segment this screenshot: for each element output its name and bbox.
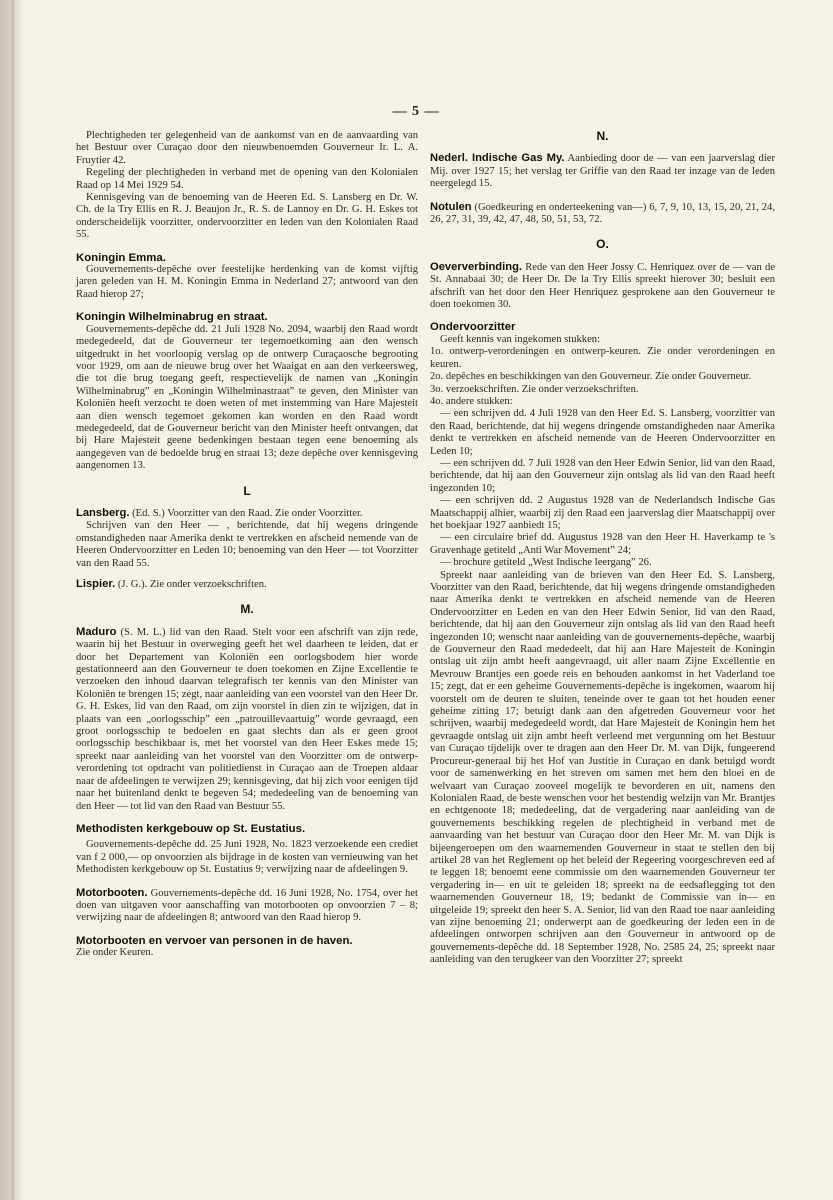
- entry-line: 4o. andere stukken:: [430, 395, 513, 407]
- entry-oeververbinding: [430, 261, 775, 312]
- entry-line: — een schrijven dd. 4 Juli 1928 van den Heer Ed. S. Lansberg, voorzitter van den Raad, berichtende, dat hij wegens dringende omstandigheden naar Amerika denkt te vertrekken en afscheid nemende van de Heeren Ondervoorzitter en Leden 10;: [430, 408, 775, 457]
- entry-line: — een schrijven dd. 7 Juli 1928 van den Heer Edwin Senior, lid van den Raad, berichtende, dat hij aan den Gouverneur zijn ontslag als lid van den Raad heeft ingezonden 10;: [430, 457, 775, 494]
- index-letter-n: N.: [596, 129, 609, 143]
- entry-text: Gouvernements-depêche dd. 21 Juli 1928 No. 2094, waarbij den Raad wordt medegedeeld, dat de Gouverneur ter tegemoetkoming aan den wensch uitgedrukt in het voorloopig verslag op de ontwerp Curaçaosche begrooting voor 1929, om aan de nieuwe brug over het Waaigat en aan den verkeersweg, die tot die brug toegang geeft, respectievelijk de namen van „Koningin Wilhelminabrug” en „Koningin Wilhelminastraat” te geven, den Minister van Koloniën heeft verzocht te doen weten of met instemming van Hare Majesteit aan dien wensch tegemoet gekomen kan worden en den Raad wordt medegedeeld, dat de Gouverneur bericht van den Minister heeft ontvangen, dat bij Hare Majesteit geene bedenkingen bestaan tegen eene benoeming als aangegeven van de bedoelde brug en straat 13; deze depêche over kennisgeving aangenomen 13.: [76, 323, 418, 472]
- entry-lansberg: [76, 507, 418, 570]
- entry-ondervoorzitter: [430, 321, 775, 966]
- entry-maduro: [76, 626, 418, 813]
- entry-text: (S. M. L.) lid van den Raad. Stelt voor een afschrift van zijn rede, waarin hij het Bestuur in overweging geeft het wel daarheen te leiden, dat er door het Departement van Koloniën een oorlogsbodem hier worde gestationneerd aan den Gouverneur te doen toekomen en Zijne Excellentie te verzoeken den inhoud daarvan telegrafisch ter kennis van den Minister van Koloniën te brengen 15; zegt, naar aanleiding van een voorstel van den Heer Dr. G. H. Eskes, lid van den Raad, om zijn voorstel in dien zin te wijzigen, dat in plaats van een „oorlogsschip” een „patrouillevaartuig” worde gevraagd, een groot oorlogsschip te bedoelen en gaat slechts dan als er geen groot oorlogsschip beschikbaar is, met het voorstel van den Heer Eskes mede 15; spreekt naar aanleiding van het voorstel van den Voorzitter om de ontwerp-verordening tot opdracht van politiedienst in Curaçao aan de Troepen aldaar naar de afdeelingen te verwijzen 29; kennisgeving, dat hij zich voor eenigen tijd naar het buitenland denkt te begeven 54; mededeeling van de benoeming van den Heer — tot lid van den Raad van Bestuur 55.: [76, 626, 418, 812]
- entry-motorbooten: [76, 887, 418, 925]
- entry-text: Rede van den Heer Jossy C. Henriquez over de — van de St. Annabaai 30; de Heer Dr. De la Try Ellis spreekt hierover 30; besluit een afschrift van het door den Heer Henriquez gesprokene aan den Gouverneur te doen toekomen 30.: [430, 261, 775, 311]
- paragraph: Regeling der plechtigheden in verband met de opening van den Kolonialen Raad op 14 Mei 1929 54.: [76, 167, 418, 191]
- entry-line: — brochure getiteld „West Indische leergang” 26.: [440, 557, 652, 569]
- entry-line: 2o. depêches en beschikkingen van den Gouverneur. Zie onder Gouverneur.: [430, 371, 752, 383]
- paragraph: Kennisgeving van de benoeming van de Heeren Ed. S. Lansberg en Dr. W. Ch. de la Try Ellis en R. J. Beaujon Jr., R. S. de Lannoy en Dr. G. H. Eskes tot onderscheidelijk voorzitter, ondervoorzitter en leden van den Kolonialen Raad 55.: [76, 192, 418, 241]
- index-letter-o: O.: [596, 237, 609, 252]
- entry-text: Aanbieding door de — van een jaarverslag dier Mij. over 1927 15; het verslag ter Griffie van den Raad ter inzage van de leden neergelegd 15.: [430, 153, 775, 190]
- entry-text: Gouvernements-depêche over feestelijke herdenking van de komst vijftig jaren geleden van H. M. Koningin Emma in Nederland 27; antwoord van den Raad hierop 27;: [76, 264, 418, 300]
- index-letter-m: M.: [240, 602, 254, 617]
- entry-lispier: [76, 578, 418, 591]
- entry-text: (Goedkeuring en onderteekening van—) 6, 7, 9, 10, 13, 15, 20, 21, 24, 26, 27, 31, 39, 42, 47, 48, 50, 51, 53, 72.: [430, 201, 775, 226]
- entry-notulen: [430, 201, 775, 227]
- entry-keyword: Oeververbinding.: [430, 260, 523, 273]
- paragraph: Plechtigheden ter gelegenheid van de aankomst van en de aanvaarding van het Bestuur over Curaçao door den nieuwbenoemden Gouverneur Ir. L. A. Fruytier 42.: [76, 130, 418, 166]
- entry-wilhelminabrug: [76, 311, 418, 472]
- index-letter-l: L: [243, 483, 251, 498]
- page-number: — 5 —: [392, 104, 440, 119]
- entry-line: Geeft kennis van ingekomen stukken:: [440, 333, 601, 345]
- entry-heading: Ondervoorzitter: [430, 321, 516, 334]
- entry-text: Gouvernements-depêche dd. 25 Juni 1928, No. 1823 verzoekende een crediet van f 2 000,— op onvoorzien als bijdrage in de kosten van vernieuwing van het Methodisten kerkgebouw op St. Eustatius 9; verwijzing naar de afdeelingen 9.: [76, 839, 418, 876]
- entry-motorbooten-vervoer: [76, 935, 418, 960]
- entry-heading: Motorbooten en vervoer van personen in de haven.: [76, 934, 353, 947]
- entry-nederl-indische-gas: [430, 152, 775, 190]
- entry-keyword: Motorbooten.: [76, 886, 148, 899]
- entry-keyword: Notulen: [430, 200, 472, 213]
- entry-text: Spreekt naar aanleiding van de brieven van den Heer Ed. S. Lansberg, Voorzitter van den Raad, berichtende, dat hij wegens dringende omstandigheden naar Amerika denkt te vertrekken en afscheid nemende van de Heeren Ondervoorzitter en Leden en van den Heer Edwin Senior, lid van den Raad, berichtende, dat hij aan den Gouverneur zijn ontslag als lid van den Raad heeft ingezonden 10; wenscht naar aanleiding van de gouvernements-depêche, waarbij de Gouverneur den Raad mededeelt, dat hij aan Hare Majesteit de Koningin ontslag uit zijn ambt heeft aangevraagd, uit aller naam Zijne Excellentie en Mevrouw Brantjes een goede reis en behouden aankomst in het Vaderland toe 15; zegt, dat er een geheime Gouvernements-depêche is ingekomen, waarom hij voorstelt om de deuren te sluiten, teneinde over te gaan tot het houden eener geheime zitting 17; betuigt dank aan den afgetreden Gouverneur voor het schrijven, waarbij medegedeeld wordt, dat Hare Majesteit de Koningin hem het gevraagde ontslag uit zijn ambt heeft verleend met vergunning om het Bestuur van Curaçao tijdelijk over te dragen aan den Heer Dr. M. van Dijk, fungeerend Procureur-generaal bij het Hof van Justitie in Curaçao en dank betuigd wordt voor de samenwerking en het streven om samen met hem den bloei en de welvaart van Curaçao zooveel mogelijk te bevorderen en uit, namens den Kolonialen Raad, de beste wenschen voor het bestendig welzijn van Mr. Brantjes en echtgenoote 18; mededeeling, dat de vergadering naar aanleiding van de gouvernements beschikking regelen de plechtigheid in verband met de aanvaarding van het bestuur van Curaçao door den Heer Mr. M. van Dijk is bijeengeroepen om den waarnemenden Gouverneur in staat te stellen den bij artikel 28 van het Reglement op het beleid der Regeering voorgeschreven eed af te leggen 18; benoemt eene commissie om den waarnemenden Gouverneur ter vergadering in— en uit te geleiden 18; spreekt na de eedsaflegging tot den waarnemenden Gouverneur 18, 19; bedankt de Commissie van in— en uitgeleide 19; spreekt den heer S. A. Senior, lid van den Raad toe naar aanleiding van zijne benoeming 21; onderwerpt aan de goedkeuring der leden een in de afdeelingen ontworpen schrijven aan den Gouverneur in antwoord op de gouvernements-depêche dd. 18 September 1928, No. 2585 24, 25; spreekt naar aanleiding van den terugkeer van den Voorzitter 27; spreekt: [430, 569, 775, 966]
- entry-methodisten: [76, 823, 418, 877]
- entry-keyword: Maduro: [76, 625, 117, 638]
- entry-line: — een schrijven dd. 2 Augustus 1928 van de Nederlandsch Indische Gas Maatschappij alhier, waarbij zij den Raad een jaarverslag dier Maatschappij over het boekjaar 1927 aanbiedt 15;: [430, 495, 775, 531]
- right-column: [430, 128, 775, 967]
- entry-heading: Koningin Wilhelminabrug en straat.: [76, 311, 268, 324]
- entry-heading: Methodisten kerkgebouw op St. Eustatius.: [76, 822, 306, 835]
- entry-line: 1o. ontwerp-verordeningen en ontwerp-keuren. Zie onder verordeningen en keuren.: [430, 346, 775, 370]
- entry-line: 3o. verzoekschriften. Zie onder verzoekschriften.: [430, 383, 639, 395]
- entry-text: (Ed. S.) Voorzitter van den Raad. Zie onder Voorzitter.: [129, 507, 363, 519]
- entry-text: Schrijven van den Heer — , berichtende, dat hij wegens dringende omstandigheden naar Amerika denkt te vertrekken en afscheid nemende van de Heeren Ondervoorzitter en Leden 10; benoeming van den Heer — tot Voorzitter van den Raad 55.: [76, 520, 418, 569]
- entry-text: Gouvernements-depêche dd. 16 Juni 1928, No. 1754, over het doen van uitgaven voor aanschaffing van motorbooten op onvoorzien 7 – 8; verwijzing naar de afdeelingen 8; antwoord van den Raad hierop 9.: [76, 887, 418, 924]
- entry-keyword: Lispier.: [76, 578, 116, 590]
- entry-text: (J. G.). Zie onder verzoekschriften.: [115, 579, 267, 590]
- entry-line: — een circulaire brief dd. Augustus 1928 van den Heer H. Haverkamp te 's Gravenhage getiteld „Anti War Movement” 24;: [430, 532, 775, 556]
- entry-keyword: Nederl. Indische Gas My.: [430, 152, 565, 165]
- page-fold-shadow: [14, 0, 24, 1200]
- entry-text: Zie onder Keuren.: [76, 947, 154, 959]
- entry-heading: Koningin Emma.: [76, 251, 166, 264]
- entry-koningin-emma: [76, 252, 418, 302]
- left-column: [76, 130, 418, 960]
- entry-keyword: Lansberg.: [76, 506, 130, 519]
